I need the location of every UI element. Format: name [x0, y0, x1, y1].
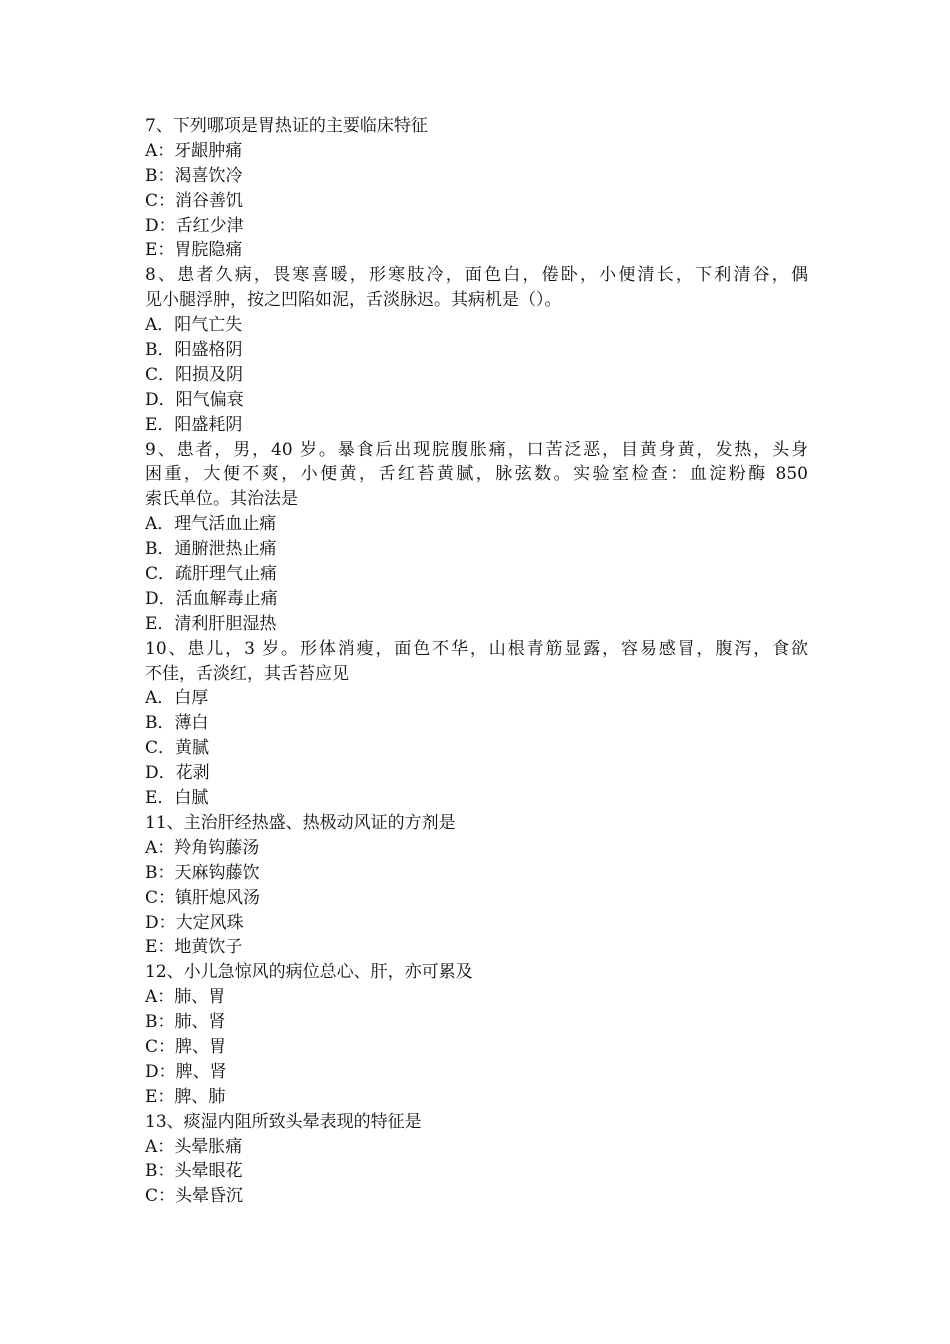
question-stem-line: 8、患者久病，畏寒喜暖，形寒肢冷，面色白，倦卧，小便清长，下利清谷，偶 — [145, 265, 808, 286]
answer-option: C：脾、胃 — [145, 1036, 227, 1057]
answer-option: C．疏肝理气止痛 — [145, 564, 278, 585]
answer-option: B：渴喜饮冷 — [145, 165, 243, 186]
answer-option: E：地黄饮子 — [145, 937, 243, 958]
question-stem-line: 困重，大便不爽，小便黄，舌红苔黄腻，脉弦数。实验室检查：血淀粉酶 850 — [145, 464, 808, 485]
question-5 — [145, 811, 808, 960]
question-2 — [145, 263, 808, 437]
question-6 — [145, 960, 808, 1109]
question-3 — [145, 438, 808, 637]
answer-option: A：牙龈肿痛 — [145, 140, 243, 161]
answer-option: B．通腑泄热止痛 — [145, 539, 277, 560]
answer-option: A．阳气亡失 — [145, 315, 243, 336]
answer-option: A：肺、胃 — [145, 987, 226, 1008]
answer-option: C．黄腻 — [145, 738, 210, 759]
answer-option: D．花剥 — [145, 763, 210, 784]
question-stem-line: 12、小儿急惊风的病位总心、肝，亦可累及 — [145, 962, 473, 983]
question-stem-line: 不佳，舌淡红，其舌苔应见 — [145, 663, 349, 684]
answer-option: A：羚角钩藤汤 — [145, 837, 260, 858]
answer-option: C：消谷善饥 — [145, 190, 244, 211]
question-1 — [145, 114, 808, 263]
answer-option: D．阳气偏衰 — [145, 389, 244, 410]
question-stem-line: 9、患者，男，40 岁。暴食后出现脘腹胀痛，口苦泛恶，目黄身黄，发热，头身 — [145, 439, 808, 460]
answer-option: B．阳盛格阴 — [145, 340, 243, 361]
question-7 — [145, 1110, 808, 1210]
answer-option: A．理气活血止痛 — [145, 514, 277, 535]
question-stem-line: 索氏单位。其治法是 — [145, 489, 298, 510]
answer-option: D．活血解毒止痛 — [145, 588, 278, 609]
answer-option: A．白厚 — [145, 688, 209, 709]
answer-option: E：脾、肺 — [145, 1086, 226, 1107]
question-stem-line: 10、患儿，3 岁。形体消瘦，面色不华，山根青筋显露，容易感冒，腹泻，食欲 — [145, 638, 808, 659]
question-stem-line: 11、主治肝经热盛、热极动风证的方剂是 — [145, 812, 456, 833]
answer-option: E．阳盛耗阴 — [145, 414, 243, 435]
question-stem-line: 7、下列哪项是胃热证的主要临床特征 — [145, 116, 428, 136]
answer-option: C：镇肝熄风汤 — [145, 887, 261, 908]
answer-option: E．清利肝胆湿热 — [145, 613, 277, 634]
answer-option: B．薄白 — [145, 713, 209, 734]
answer-option: E．白腻 — [145, 788, 209, 809]
answer-option: A：头晕胀痛 — [145, 1136, 243, 1157]
answer-option: C：头晕昏沉 — [145, 1186, 244, 1207]
question-stem-line: 见小腿浮肿，按之凹陷如泥，舌淡脉迟。其病机是（）。 — [145, 290, 562, 311]
answer-option: B：天麻钩藤饮 — [145, 862, 260, 883]
answer-option: B：肺、肾 — [145, 1012, 226, 1033]
answer-option: C．阳损及阴 — [145, 364, 244, 385]
answer-option: D：舌红少津 — [145, 215, 244, 236]
answer-option: B：头晕眼花 — [145, 1161, 243, 1182]
question-stem-line: 13、痰湿内阻所致头晕表现的特征是 — [145, 1111, 422, 1132]
answer-option: E：胃脘隐痛 — [145, 240, 243, 261]
question-4 — [145, 637, 808, 811]
answer-option: D：脾、肾 — [145, 1061, 227, 1082]
question-list — [145, 114, 808, 1209]
answer-option: D：大定风珠 — [145, 912, 244, 933]
